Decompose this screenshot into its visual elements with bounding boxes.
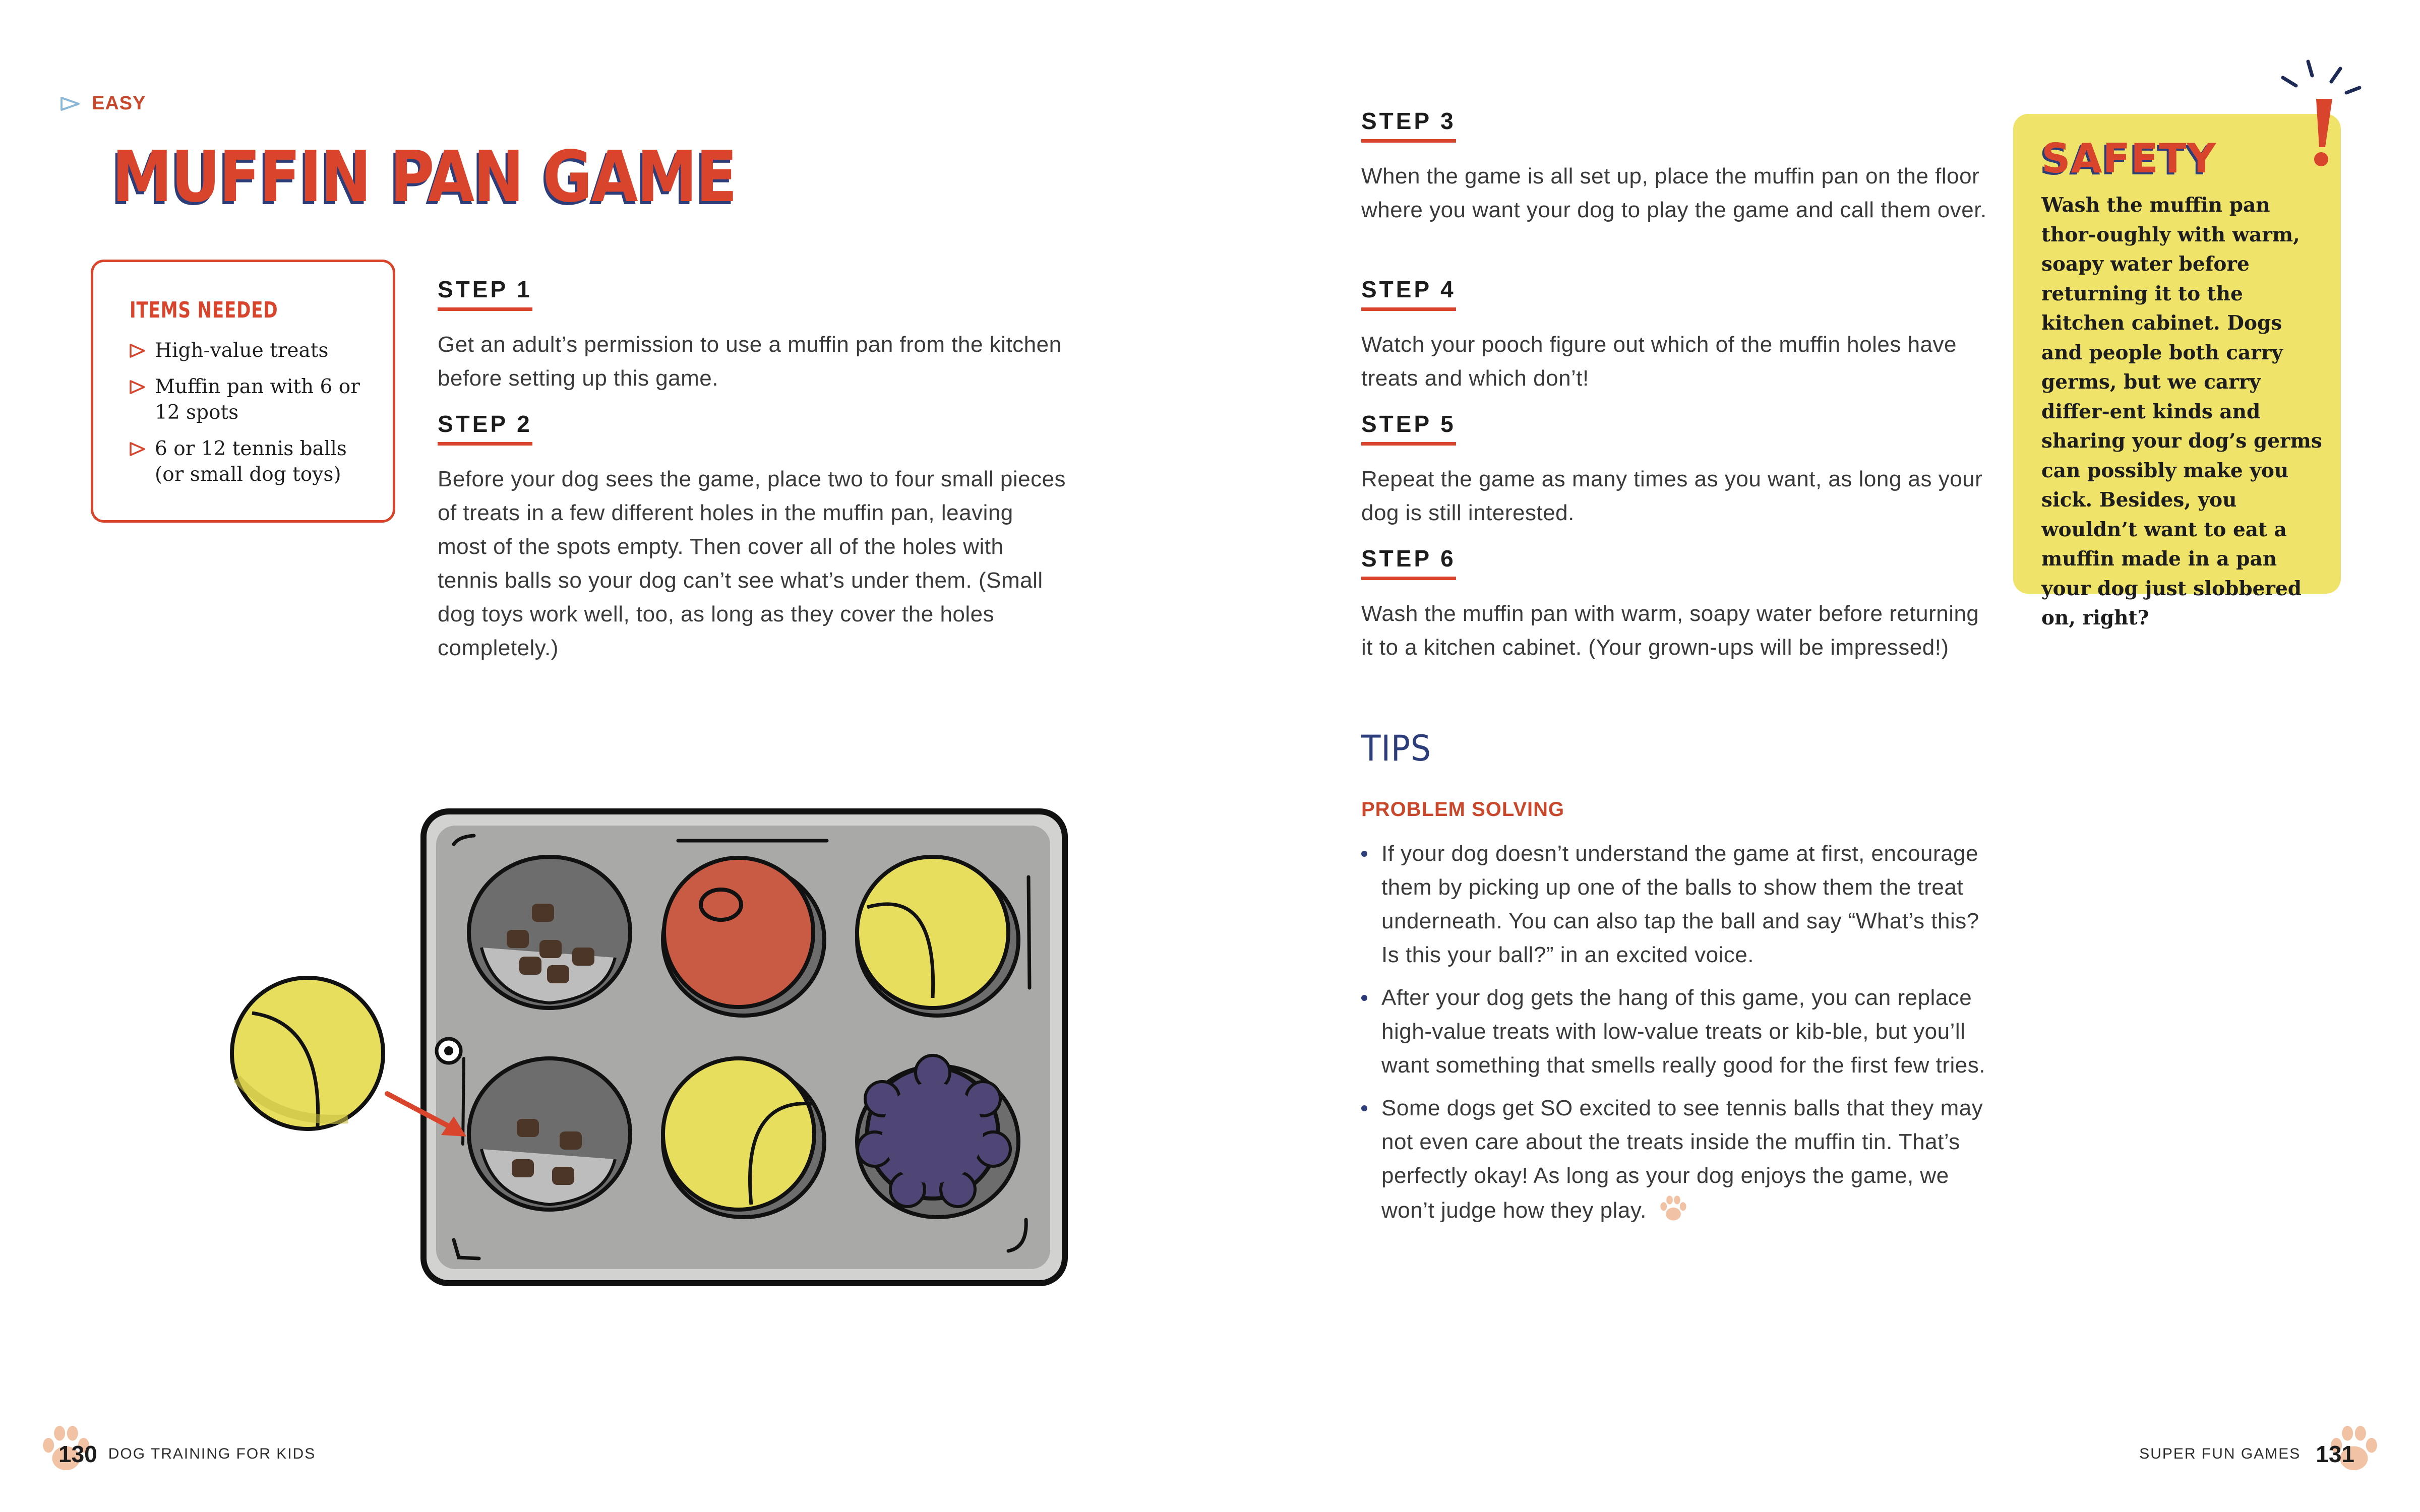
items-needed-heading: ITEMS NEEDED [130,297,278,323]
step-5 [1361,411,1991,530]
step-4 [1361,276,1991,395]
list-item [130,374,382,425]
safety-text: Wash the muffin pan thor-oughly with warm, soapy water before returning it to the kitchen cabinet. Dogs and people both carry germs, but we carry differ-ent kinds and sharing your dog’s germs can possibly make you sick. Besides, you wouldn’t want to eat a muffin made in a pan your dog just slobbered on, right? [2041,194,2322,629]
step-text: Get an adult’s permission to use a muffin pan from the kitchen before setting up this game. [438,332,1062,391]
item-text: High-value treats [155,339,329,362]
exclamation-icon [2273,56,2374,177]
tip-text: After your dog gets the hang of this game, you can replace high-value treats with low-value treats or kib-ble, but you’ll want something that smells really good for the first few tries. [1381,985,1985,1078]
difficulty-tag [60,93,146,114]
step-label: STEP 2 [438,411,532,446]
step-text: Wash the muffin pan with warm, soapy water before returning it to a kitchen cabinet. (Your grown-ups will be impressed!) [1361,601,1979,660]
safety-box [2013,114,2341,629]
step-label: STEP 4 [1361,276,1456,311]
step-label: STEP 5 [1361,411,1456,446]
step-2 [438,411,1068,665]
item-text: 6 or 12 tennis balls (or small dog toys) [155,437,347,486]
step-3 [1361,108,1991,227]
item-text: Muffin pan with 6 or 12 spots [155,375,360,424]
step-label: STEP 6 [1361,545,1456,580]
triangle-bullet-icon [60,96,81,111]
difficulty-label: EASY [92,93,146,114]
step-text: Before your dog sees the game, place two to four small pieces of treats in a few different holes in the muffin pan, leaving most of the spots empty. Then cover all of the holes with tennis balls so your dog can’t see what’s under them. (Small dog toys work well, too, as long as they cover the holes completely.) [438,467,1066,660]
footer-left-text [58,1440,316,1468]
step-1 [438,276,1068,395]
treat-cup [469,1058,630,1210]
tennis-ball [232,978,383,1129]
tip-text: Some dogs get SO excited to see tennis balls that they may not even care about the treats inside the muffin tin. That’s perfectly okay! As long as your dog enjoys the game, we won’t judge how they play. [1381,1096,1983,1223]
footer-right-text [2139,1440,2354,1468]
tips-title: TIPS [1361,728,1431,769]
paw-icon [1657,1192,1689,1225]
triangle-bullet-icon [130,344,146,358]
items-needed-box [91,260,395,523]
step-text: Repeat the game as many times as you want, as long as your dog is still interested. [1361,467,1983,525]
list-item [1361,837,1986,972]
page-title: MUFFIN PAN GAME [112,136,736,218]
step-label: STEP 1 [438,276,532,311]
safety-title: SAFETY [2041,135,2217,182]
list-item [1361,1091,1986,1227]
section-title: SUPER FUN GAMES [2139,1445,2301,1462]
list-item [130,436,382,487]
muffin-pan-illustration [217,796,1074,1300]
tip-text: If your dog doesn’t understand the game at first, encourage them by picking up one of the balls to show them the treat underneath. You can also tap the ball and say “What’s this? Is this your ball?” in an excited voice. [1381,841,1979,967]
tips-subheading: PROBLEM SOLVING [1361,798,1565,821]
items-list [130,338,382,498]
triangle-bullet-icon [130,380,146,394]
tips-list [1361,837,1986,1236]
list-item [1361,981,1986,1082]
step-label: STEP 3 [1361,108,1456,143]
list-item [130,338,382,363]
book-title: DOG TRAINING FOR KIDS [108,1445,316,1462]
treat-cup [469,857,630,1008]
step-text: Watch your pooch figure out which of the muffin holes have treats and which don’t! [1361,332,1957,391]
page-number: 130 [58,1441,97,1467]
step-text: When the game is all set up, place the muffin pan on the floor where you want your dog to play the game and call them over. [1361,164,1987,222]
page-number: 131 [2316,1441,2354,1467]
triangle-bullet-icon [130,442,146,456]
step-6 [1361,545,1991,664]
